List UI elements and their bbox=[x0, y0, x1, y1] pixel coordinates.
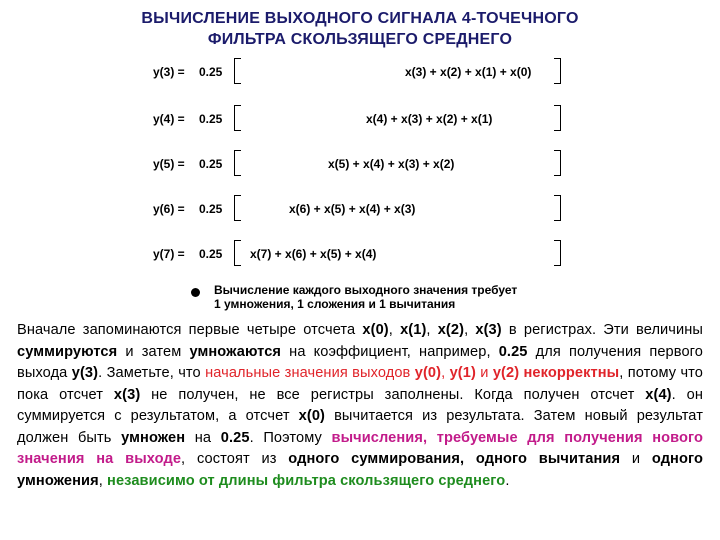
text-run: , bbox=[426, 322, 438, 338]
eq-bracket-right bbox=[554, 150, 561, 176]
eq-bracket-left bbox=[234, 105, 241, 131]
eq-label-y3: y(3) = bbox=[153, 65, 185, 79]
text-run: y(1) bbox=[449, 365, 476, 381]
text-run: x(3) bbox=[113, 386, 141, 403]
eq-bracket-left bbox=[234, 58, 241, 84]
text-run: и затем bbox=[117, 343, 190, 360]
text-run: y(3) bbox=[71, 365, 99, 381]
eq-coef-y7: 0.25 bbox=[199, 247, 223, 261]
eq-coef-y4: 0.25 bbox=[199, 112, 223, 126]
text-run: вычитается из результата. Затем новый результат должен быть bbox=[17, 408, 703, 446]
text-run: , bbox=[464, 322, 476, 338]
eq-label-y5: y(5) = bbox=[153, 157, 185, 171]
eq-label-y7: y(7) = bbox=[153, 247, 185, 261]
eq-sum-y5: x(5) + x(4) + x(3) + x(2) bbox=[328, 157, 455, 171]
text-run: и bbox=[475, 365, 493, 381]
eq-coef-y3: 0.25 bbox=[199, 65, 223, 79]
text-run: Вначале запоминаются первые четыре отсчета bbox=[17, 322, 363, 338]
eq-sum-y3: x(3) + x(2) + x(1) + x(0) bbox=[405, 65, 532, 79]
text-run: y(2) bbox=[492, 365, 520, 381]
note-line-1: Вычисление каждого выходного значения требует bbox=[214, 283, 518, 297]
text-run: x(3) bbox=[475, 322, 502, 338]
text-run: , bbox=[441, 365, 450, 381]
text-run: для получения первого выхода bbox=[17, 343, 703, 381]
body-paragraph bbox=[17, 320, 703, 492]
eq-bracket-left bbox=[234, 150, 241, 176]
text-run: . bbox=[505, 472, 510, 489]
text-run: . он суммируется с результатом, а отсчет bbox=[17, 386, 704, 424]
text-run: x(0) bbox=[362, 322, 389, 338]
text-run: начальные значения выходов bbox=[205, 365, 415, 381]
text-run: 0.25 bbox=[498, 343, 528, 360]
eq-bracket-right bbox=[554, 105, 561, 131]
title-line-2: ФИЛЬТРА СКОЛЬЗЯЩЕГО СРЕДНЕГО bbox=[207, 31, 513, 48]
eq-bracket-left bbox=[234, 195, 241, 221]
text-run: и bbox=[620, 451, 652, 467]
text-run: , потому что пока отсчет bbox=[17, 365, 704, 403]
text-run: вычисления, требуемые для получения нового значения на выходе bbox=[17, 429, 704, 467]
text-run: 0.25 bbox=[220, 429, 250, 446]
text-run: . Заметьте, что bbox=[98, 365, 206, 381]
eq-label-y4: y(4) = bbox=[153, 112, 185, 126]
text-run: y(0) bbox=[414, 365, 442, 381]
text-run: x(4) bbox=[645, 386, 672, 403]
title-line-1: ВЫЧИСЛЕНИЕ ВЫХОДНОГО СИГНАЛА 4-ТОЧЕЧНОГО bbox=[141, 10, 579, 27]
text-run: x(1) bbox=[400, 322, 427, 338]
eq-sum-y4: x(4) + x(3) + x(2) + x(1) bbox=[366, 112, 493, 126]
text-run: , состоят из bbox=[181, 451, 289, 467]
eq-sum-y6: x(6) + x(5) + x(4) + x(3) bbox=[289, 202, 416, 216]
eq-sum-y7: x(7) + x(6) + x(5) + x(4) bbox=[250, 247, 377, 261]
text-run: некорректны bbox=[519, 365, 620, 381]
text-run: суммируются bbox=[17, 343, 118, 360]
eq-bracket-right bbox=[554, 195, 561, 221]
text-run: x(2) bbox=[437, 322, 465, 338]
text-run: на bbox=[185, 429, 221, 446]
text-run: в регистрах. Эти величины bbox=[501, 322, 704, 338]
eq-coef-y5: 0.25 bbox=[199, 157, 223, 171]
text-run: умножаются bbox=[189, 343, 282, 360]
text-run: , bbox=[98, 472, 108, 489]
eq-bracket-right bbox=[554, 58, 561, 84]
note bbox=[214, 283, 517, 311]
text-run: на коэффициент, например, bbox=[281, 343, 499, 360]
text-run: x(0) bbox=[298, 408, 326, 424]
eq-bracket-right bbox=[554, 240, 561, 266]
text-run: умножен bbox=[121, 429, 186, 446]
eq-label-y6: y(6) = bbox=[153, 202, 185, 216]
text-run: . Поэтому bbox=[249, 429, 332, 446]
text-run: одного умножения bbox=[17, 451, 703, 489]
text-run: не получен, не все регистры заполнены. Когда получен отсчет bbox=[140, 386, 646, 403]
text-run: независимо от длины фильтра скользящего среднего bbox=[107, 472, 506, 489]
note-line-2: 1 умножения, 1 сложения и 1 вычитания bbox=[214, 297, 456, 311]
text-run: , bbox=[388, 322, 401, 338]
bullet-icon bbox=[191, 288, 200, 297]
eq-bracket-left bbox=[234, 240, 241, 266]
text-run: одного суммирования, одного вычитания bbox=[288, 451, 621, 467]
eq-coef-y6: 0.25 bbox=[199, 202, 223, 216]
